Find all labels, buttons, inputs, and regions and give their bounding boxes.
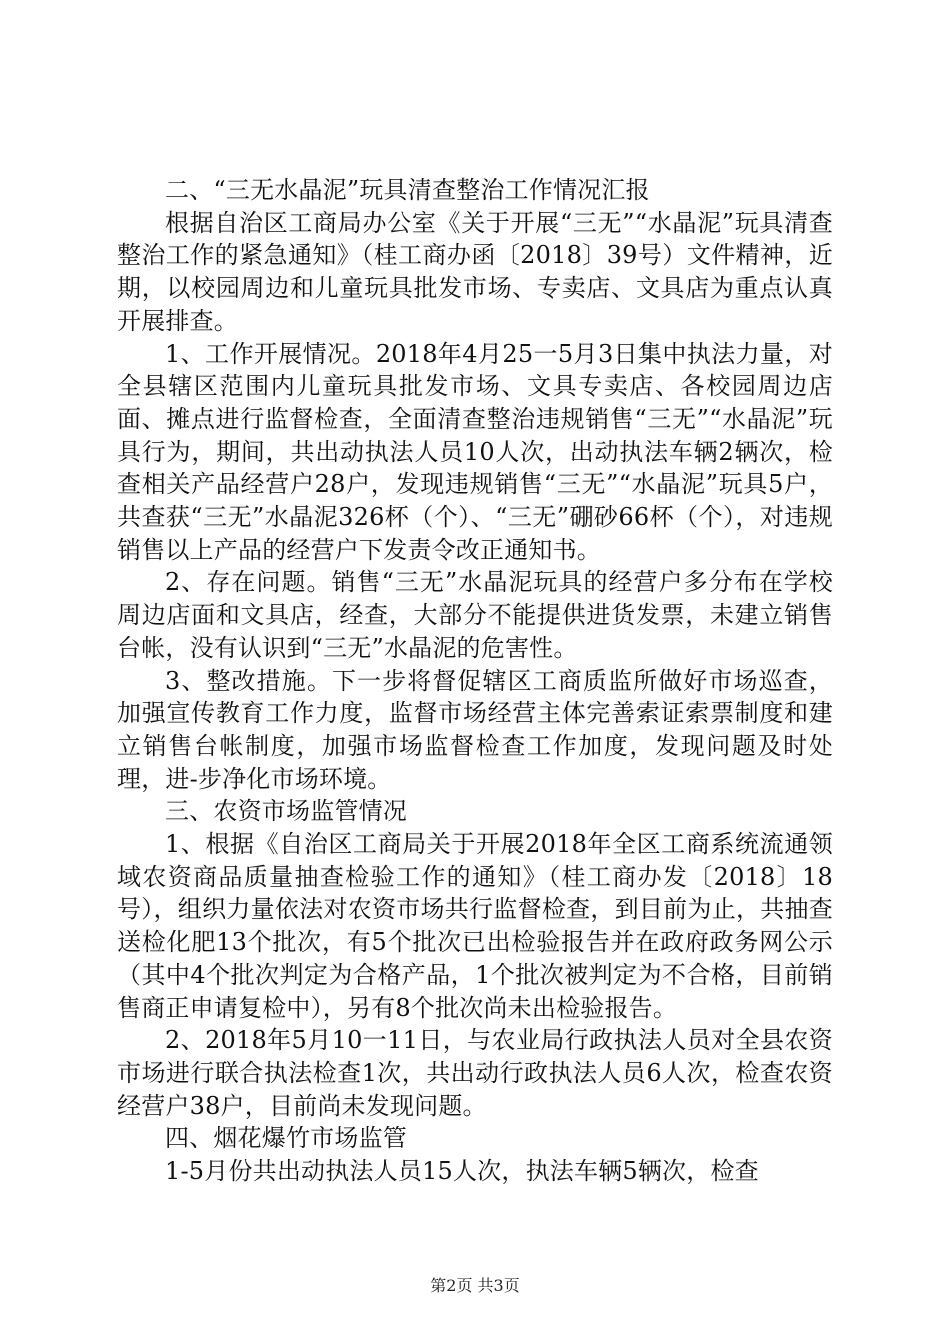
paragraph-joint-enforcement: 2、2018年5月10一11日，与农业局行政执法人员对全县农资市场进行联合执法检查1次，共出动行政执法人员6人次，检查农资经营户38户，目前尚未发现问题。 bbox=[117, 1026, 833, 1120]
paragraph-fertilizer-inspection: 1、根据《自治区工商局关于开展2018年全区工商系统流通领域农资商品质量抽查检验工作的通知》（桂工商办发〔2018〕18号），组织力量依法对农资市场共行监督检查，到目前为止，共抽查送检化肥13个批次，有5个批次已出检验报告并在政府政务网公示（其中4个批次判定为合格产品，1个批次被判定为不合格，目前销售商正申请复检中），另有8个批次尚未出检验报告。 bbox=[117, 830, 833, 1022]
paragraph-crystal-mud-intro: 根据自治区工商局办公室《关于开展“三无”“水晶泥”玩具清查整治工作的紧急通知》（桂工商办函〔2018〕39号）文件精神，近期，以校园周边和儿童玩具批发市场、专卖店、文具店为重点认真开展排查。 bbox=[117, 208, 833, 335]
section-heading-2: 二、“三无水晶泥”玩具清查整治工作情况汇报 bbox=[165, 176, 650, 204]
paragraph-fireworks-supervision: 1-5月份共出动执法人员15人次，执法车辆5辆次，检查 bbox=[165, 1157, 759, 1186]
paragraph-rectification-measures: 3、整改措施。下一步将督促辖区工商质监所做好市场巡查，加强宣传教育工作力度，监督市场经营主体完善索证索票制度和建立销售台帐制度，加强市场监督检查工作加度，发现问题及时处理，进-步净化市场环境。 bbox=[117, 666, 833, 793]
paragraph-existing-problems: 2、存在问题。销售“三无”水晶泥玩具的经营户多分布在学校周边店面和文具店，经查，大部分不能提供进货发票，未建立销售台帐，没有认识到“三无”水晶泥的危害性。 bbox=[117, 568, 833, 662]
paragraph-work-progress: 1、工作开展情况。2018年4月25一5月3日集中执法力量，对全县辖区范围内儿童玩具批发市场、文具专卖店、各校园周边店面、摊点进行监督检查，全面清查整治违规销售“三无”“水晶泥”玩具行为，期间，共出动执法人员10人次，出动执法车辆2辆次，检查相关产品经营户28户，发现违规销售“三无”“水晶泥”玩具5户，共查获“三无”水晶泥326杯（个）、“三无”硼砂66杯（个），对违规销售以上产品的经营户下发责令改正通知书。 bbox=[117, 339, 833, 564]
document-body bbox=[117, 174, 833, 1188]
page-footer bbox=[0, 1276, 950, 1296]
section-heading-4: 四、烟花爆竹市场监管 bbox=[165, 1124, 407, 1153]
section-heading-3: 三、农资市场监管情况 bbox=[165, 797, 407, 826]
page-number-label: 第2页 共3页 bbox=[430, 1276, 520, 1295]
